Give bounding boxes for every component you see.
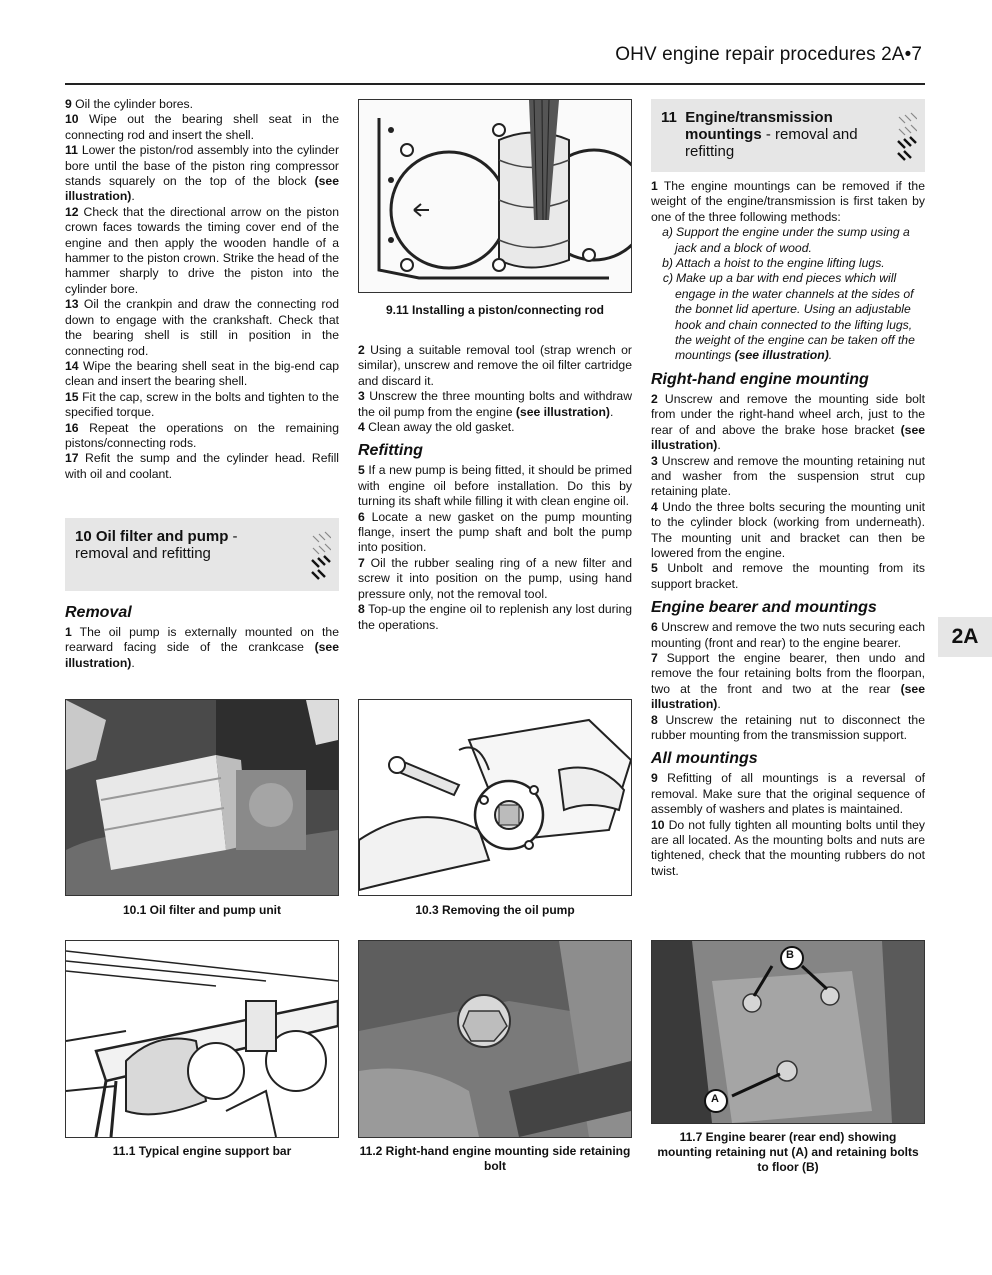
paragraph — [651, 179, 925, 225]
paragraph — [651, 620, 925, 651]
paragraph-number: 4 — [651, 499, 658, 514]
paragraph — [65, 451, 339, 482]
paragraph — [65, 112, 339, 143]
paragraph — [65, 421, 339, 452]
paragraph — [651, 500, 925, 562]
paragraph-text: Unscrew the retaining nut to disconnect the rubber mounting from the transmission support. — [651, 712, 925, 742]
paragraph-number: 8 — [651, 712, 658, 727]
paragraph — [65, 143, 339, 205]
column-3 — [651, 179, 925, 879]
section-11-heading-box — [651, 99, 925, 172]
figure-10-1-image — [65, 699, 339, 896]
paragraph-number: 1 — [651, 179, 658, 193]
paragraph-text: Top-up the engine oil to replenish any lost during the operations. — [358, 602, 632, 632]
figure-9-11-caption: 9.11 Installing a piston/connecting rod — [385, 303, 605, 317]
callout-b-label: B — [786, 949, 794, 961]
engine-bearer-heading: Engine bearer and mountings — [651, 599, 877, 617]
paragraph-text: Fit the cap, screw in the bolts and tighten to the specified torque. — [65, 389, 339, 420]
section-11-number: 11 — [661, 109, 677, 126]
difficulty-wrench-icon — [895, 111, 917, 163]
figure-10-1 — [65, 699, 339, 921]
paragraph-number: 11 — [65, 143, 78, 158]
paragraph — [65, 390, 339, 421]
paragraph-text: Wipe the bearing shell seat in the big-end cap clean and insert the bearing shell. — [65, 358, 340, 389]
paragraph-number: 3 — [651, 453, 658, 468]
all-mountings-heading: All mountings — [651, 750, 758, 768]
paragraph-end: . — [717, 438, 721, 453]
illustration-reference: (see illustration) — [651, 422, 926, 453]
paragraph — [358, 420, 632, 435]
paragraph-number: 9 — [65, 97, 72, 111]
paragraph-number: 4 — [358, 420, 365, 435]
col2-paragraphs-top — [358, 343, 632, 435]
list-item-end: . — [828, 348, 833, 363]
paragraph — [65, 359, 339, 390]
figure-10-3-image — [358, 699, 632, 896]
paragraph — [65, 297, 339, 359]
illustration-reference: (see illustration) — [734, 348, 829, 363]
paragraph-number: 2 — [358, 343, 365, 357]
figure-10-3-caption: 10.3 Removing the oil pump — [415, 903, 575, 917]
paragraph — [358, 556, 632, 602]
difficulty-wrench-icon — [309, 530, 331, 582]
section-10-title: Oil filter and pump — [95, 528, 229, 545]
header-rule — [65, 83, 925, 85]
paragraph-text: Unscrew and remove the mounting side bolt from under the right-hand wheel arch, just to the rear of and above the brake hose bracket — [651, 391, 925, 437]
paragraph-number: 10 — [651, 817, 665, 832]
paragraph-text: Oil the crankpin and draw the connecting rod down to engage with the crankshaft. Check that the bearing shell is still in position in the connecting rod. — [65, 297, 339, 358]
list-item — [651, 271, 925, 363]
paragraph — [358, 389, 632, 420]
paragraph — [65, 97, 339, 112]
paragraph-text: The engine mountings can be removed if the weight of the engine/transmission is first taken by one of the three following methods: — [651, 179, 925, 224]
section-10-heading — [75, 528, 295, 562]
removal-heading: Removal — [65, 604, 132, 621]
paragraph-text: Undo the three bolts securing the mounting unit to the cylinder block (working from underneath). The mounting unit and bracket can then be lowered from the engine. — [651, 499, 925, 560]
paragraph-number: 15 — [65, 389, 79, 404]
figure-11-1 — [65, 940, 339, 1162]
right-hand-mounting-heading: Right-hand engine mounting — [651, 370, 869, 388]
column-1 — [65, 97, 339, 482]
paragraph-end: . — [131, 655, 135, 670]
paragraph-number: 3 — [358, 389, 365, 404]
section-10-heading-box — [65, 518, 339, 591]
paragraph — [651, 818, 925, 880]
paragraph-number: 14 — [65, 358, 79, 373]
figure-11-7-image — [651, 940, 925, 1124]
figure-11-2 — [358, 940, 632, 1180]
chapter-side-tab: 2A — [938, 617, 992, 657]
paragraph-text: Lower the piston/rod assembly into the cylinder bore until the base of the piston ring compressor stands squarely on the top of the block — [65, 143, 339, 189]
paragraph-number: 7 — [651, 650, 658, 665]
paragraph-text: Unscrew and remove the two nuts securing each mounting (front and rear) to the engine bearer. — [651, 620, 925, 650]
paragraph-text: Wipe out the bearing shell seat in the connecting rod and insert the shell. — [65, 112, 339, 142]
paragraph — [651, 771, 925, 817]
paragraph-end: . — [131, 189, 135, 204]
support-methods-list — [651, 225, 925, 364]
paragraph-text: The oil pump is externally mounted on the rearward facing side of the crankcase — [65, 625, 339, 655]
paragraph — [651, 651, 925, 713]
illustration-reference: (see illustration) — [515, 404, 610, 419]
list-item-text: Make up a bar with end pieces which will engage in the water channels at the sides of the bonnet lid aperture. Using an adjustable hook and chain connected to the lifting lugs, the weight of the engine can be taken off the mountings — [675, 271, 915, 363]
paragraph-end: . — [610, 404, 614, 419]
paragraph-text: Refit the sump and the cylinder head. Refill with oil and coolant. — [65, 451, 340, 481]
figure-11-7-caption: 11.7 Engine bearer (rear end) showing mounting retaining nut (A) and retaining bolts to floor (B) — [657, 1130, 919, 1174]
paragraph-number: 16 — [65, 420, 79, 435]
paragraph-text: Repeat the operations on the remaining pistons/connecting rods. — [65, 420, 339, 450]
list-item — [651, 225, 925, 256]
section-11-heading — [661, 109, 895, 160]
paragraph-text: Oil the rubber sealing ring of a new filter and screw it into position on the pump, using hand pressure only, not the removal tool. — [358, 555, 632, 601]
removal-paragraphs — [65, 625, 339, 671]
paragraph-text: Support the engine bearer, then undo and remove the four retaining bolts from the floorpan, two at the front and two at the rear — [651, 650, 925, 696]
paragraph-text: If a new pump is being fitted, it should be primed with engine oil before installation. Do this by turning its shaft while filling it with clean engine oil. — [358, 463, 632, 509]
paragraph-number: 9 — [651, 771, 658, 786]
paragraph — [358, 343, 632, 389]
paragraph-number: 5 — [358, 463, 365, 478]
callout-a-label: A — [711, 1093, 719, 1105]
list-item-key: c) — [662, 271, 673, 286]
figure-11-2-caption: 11.2 Right-hand engine mounting side retaining bolt — [359, 1144, 631, 1173]
paragraph — [65, 625, 339, 671]
col1-paragraphs — [65, 97, 339, 482]
paragraph-number: 17 — [65, 451, 79, 466]
paragraph — [358, 602, 632, 633]
paragraph-number: 5 — [651, 561, 658, 576]
all-mountings-paragraphs — [651, 771, 925, 879]
figure-11-1-image — [65, 940, 339, 1138]
paragraph-number: 7 — [358, 555, 365, 570]
section-11-title: Engine/transmission mountings — [685, 109, 833, 143]
paragraph-text: Unscrew the three mounting bolts and withdraw the oil pump from the engine — [358, 389, 633, 419]
engine-bearer-paragraphs — [651, 620, 925, 743]
paragraph — [651, 392, 925, 454]
illustration-reference: (see illustration) — [651, 681, 925, 712]
figure-9-11-image — [358, 99, 632, 293]
paragraph — [651, 713, 925, 744]
paragraph-text: Check that the directional arrow on the piston crown faces towards the timing cover end of the engine and then apply the wooden handle of a hammer to the piston crown. Strike the head of the hammer sharply to drive the piston into the cylinder bore. — [65, 204, 339, 296]
illustration-reference: (see illustration) — [65, 640, 339, 670]
paragraph-number: 8 — [358, 602, 365, 617]
paragraph — [358, 510, 632, 556]
paragraph-text: Locate a new gasket on the pump mounting flange, insert the pump shaft and bolt the pump into position. — [358, 509, 632, 555]
refitting-heading: Refitting — [358, 442, 423, 460]
removal-section — [65, 603, 339, 671]
figure-11-2-image — [358, 940, 632, 1138]
paragraph-text: Refitting of all mountings is a reversal of removal. Make sure that the original sequence of assembly of washers and plates is maintained. — [651, 771, 925, 817]
paragraph-text: Using a suitable removal tool (strap wrench or similar), unscrew and remove the oil filter cartridge and discard it. — [358, 343, 632, 388]
col2-paragraphs-bottom — [358, 463, 632, 632]
col3-intro-paragraph — [651, 179, 925, 225]
paragraph-text: Oil the cylinder bores. — [75, 97, 194, 111]
figure-11-1-caption: 11.1 Typical engine support bar — [112, 1144, 292, 1158]
figure-10-3 — [358, 699, 632, 921]
paragraph — [651, 454, 925, 500]
list-item-key: a) — [662, 225, 673, 240]
paragraph-number: 13 — [65, 297, 79, 312]
paragraph-number: 6 — [358, 509, 365, 524]
paragraph-text: Unscrew and remove the mounting retaining nut and washer from the suspension strut cup retaining plate. — [651, 453, 925, 499]
paragraph-text: Unbolt and remove the mounting from its support bracket. — [651, 561, 925, 591]
paragraph-number: 6 — [651, 620, 658, 635]
paragraph-number: 2 — [651, 391, 658, 406]
list-item — [651, 256, 925, 271]
paragraph-number: 10 — [65, 112, 79, 127]
paragraph — [651, 561, 925, 592]
list-item-text: Support the engine under the sump using a jack and a block of wood. — [675, 225, 910, 255]
paragraph-number: 12 — [65, 204, 79, 219]
list-item-text: Attach a hoist to the engine lifting lugs. — [676, 256, 885, 271]
figure-10-1-caption: 10.1 Oil filter and pump unit — [122, 903, 281, 917]
right-hand-mounting-paragraphs — [651, 392, 925, 592]
column-2 — [358, 343, 632, 633]
section-10-subtitle: - removal and refitting — [75, 528, 238, 562]
list-item-key: b) — [662, 256, 673, 271]
paragraph — [358, 463, 632, 509]
figure-11-7 — [651, 940, 925, 1180]
section-10-number: 10 — [75, 528, 92, 545]
paragraph-text: Clean away the old gasket. — [368, 420, 515, 435]
paragraph — [65, 205, 339, 297]
illustration-reference: (see illustration) — [65, 174, 339, 204]
paragraph-text: Do not fully tighten all mounting bolts until they are all located. As the mounting bolts and nuts are tightened, check that the mounting rubbers do not twist. — [651, 817, 926, 878]
paragraph-end: . — [717, 697, 721, 712]
paragraph-number: 1 — [65, 625, 72, 639]
figure-9-11 — [358, 99, 632, 329]
page-header-title: OHV engine repair procedures 2A•7 — [615, 44, 922, 65]
section-11-subtitle: - removal and refitting — [685, 126, 858, 160]
